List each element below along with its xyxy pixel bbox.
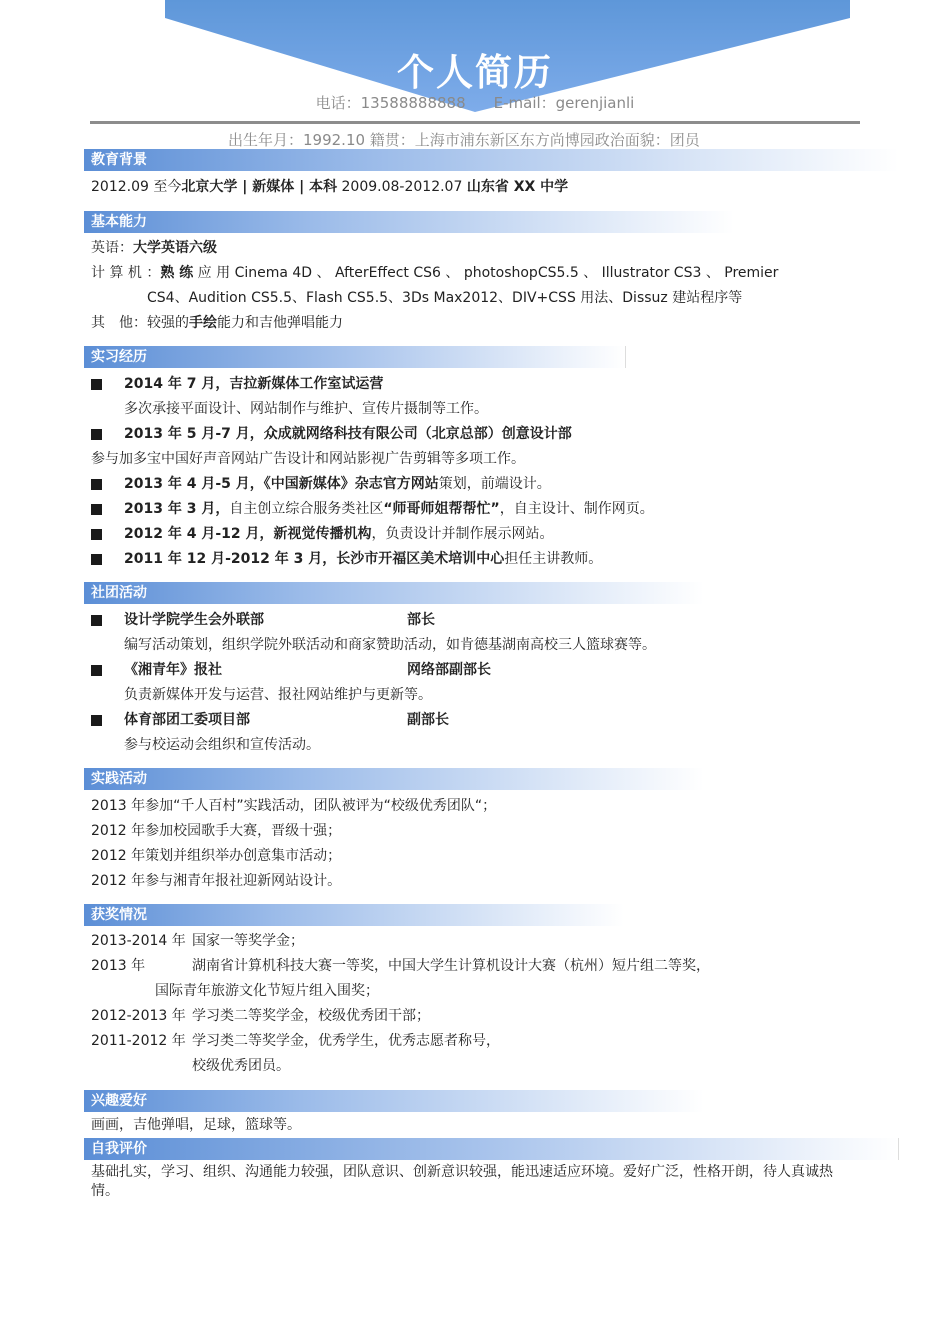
internship-title: 2014 年 7 月，吉拉新媒体工作室试运营 [124, 376, 384, 392]
bullet-square-icon [91, 479, 102, 490]
club-position: 副部长 [407, 712, 449, 728]
bullet-square-icon [91, 379, 102, 390]
section-heading-internship: 实习经历 [84, 346, 626, 368]
club-position: 网络部副部长 [407, 662, 491, 678]
internship-desc: 多次承接平面设计、网站制作与维护、宣传片摄制等工作。 [124, 401, 488, 417]
header-divider [90, 121, 860, 124]
section-heading-self-evaluation: 自我评价 [84, 1138, 899, 1160]
personal-info: 出生年月：1992.10 籍贯：上海市浦东新区东方尚博园政治面貌：团员 [228, 131, 700, 149]
award-year: 2013 年 [91, 958, 146, 974]
internship-title: 2013 年 5 月-7 月，众成就网络科技有限公司（北京总部）创意设计部 [124, 426, 572, 442]
section-heading-skills: 基本能力 [84, 211, 734, 233]
club-desc: 参与校运动会组织和宣传活动。 [124, 737, 320, 753]
practice-item: 2012 年参与湘青年报社迎新网站设计。 [91, 873, 342, 889]
internship-item: 2012 年 4 月-12 月，新视觉传播机构，负责设计并制作展示网站。 [124, 526, 554, 542]
practice-item: 2012 年参加校园歌手大赛，晋级十强； [91, 823, 342, 839]
bullet-square-icon [91, 665, 102, 676]
bullet-square-icon [91, 529, 102, 540]
skill-computer: 计 算 机 ：熟 练 应 用 Cinema 4D 、 AfterEffect CS6 、 photoshopCS5.5 、 Illustrator CS3 、 Premier [91, 265, 779, 281]
practice-item: 2013 年参加“千人百村”实践活动，团队被评为“校级优秀团队“； [91, 798, 497, 814]
bullet-square-icon [91, 554, 102, 565]
self-evaluation-line: 基础扎实，学习、组织、沟通能力较强，团队意识、创新意识较强，能迅速适应环境。爱好广泛，性格开朗，待人真诚热 [91, 1164, 833, 1180]
self-evaluation-line: 情。 [91, 1183, 119, 1199]
bullet-square-icon [91, 504, 102, 515]
award-text: 学习类二等奖学金，校级优秀团干部； [192, 1008, 430, 1024]
internship-item: 2011 年 12 月-2012 年 3 月，长沙市开福区美术培训中心担任主讲教师。 [124, 551, 603, 567]
club-desc: 负责新媒体开发与运营、报社网站维护与更新等。 [124, 687, 432, 703]
contact-line [0, 92, 950, 113]
award-text: 湖南省计算机科技大赛一等奖，中国大学生计算机设计大赛（杭州）短片组二等奖， [192, 958, 710, 974]
club-desc: 编写活动策划，组织学院外联活动和商家赞助活动，如肯德基湖南高校三人篮球赛等。 [124, 637, 656, 653]
email-text: E-mail：gerenjianli [493, 94, 635, 112]
award-year: 2012-2013 年 [91, 1008, 186, 1024]
club-org: 《湘青年》报社 [124, 662, 222, 678]
skill-other: 其 他：较强的手绘能力和吉他弹唱能力 [91, 315, 343, 331]
page-title: 个人简历 [397, 51, 553, 94]
skill-computer-cont: CS4、Audition CS5.5、Flash CS5.5、3Ds Max2012、DIV+CSS 用法、Dissuz 建站程序等 [147, 290, 743, 306]
award-text: 国家一等奖学金； [192, 933, 304, 949]
club-org: 体育部团工委项目部 [124, 712, 250, 728]
award-text: 学习类二等奖学金，优秀学生，优秀志愿者称号， [192, 1033, 500, 1049]
hobbies-text: 画画，吉他弹唱，足球，篮球等。 [91, 1117, 301, 1133]
internship-item: 2013 年 3 月，自主创立综合服务类社区“师哥师姐帮帮忙”，自主设计、制作网页。 [124, 501, 654, 517]
section-heading-practice: 实践活动 [84, 768, 704, 790]
section-heading-clubs: 社团活动 [84, 582, 704, 604]
award-year: 2011-2012 年 [91, 1033, 186, 1049]
section-heading-awards: 获奖情况 [84, 904, 624, 926]
internship-item: 2013 年 4 月-5 月，《中国新媒体》杂志官方网站策划，前端设计。 [124, 476, 551, 492]
bullet-square-icon [91, 615, 102, 626]
section-heading-education: 教育背景 [84, 149, 899, 171]
education-entry: 2012.09 至今北京大学 | 新媒体 | 本科 2009.08-2012.07 山东省 XX 中学 [91, 179, 569, 195]
award-text: 国际青年旅游文化节短片组入围奖； [155, 983, 379, 999]
bullet-square-icon [91, 715, 102, 726]
award-text: 校级优秀团员。 [192, 1058, 290, 1074]
internship-desc: 参与加多宝中国好声音网站广告设计和网站影视广告剪辑等多项工作。 [91, 451, 525, 467]
practice-item: 2012 年策划并组织举办创意集市活动； [91, 848, 342, 864]
phone-text: 电话：13588888888 [315, 94, 466, 112]
skill-english: 英语：大学英语六级 [91, 240, 217, 256]
bullet-square-icon [91, 429, 102, 440]
club-org: 设计学院学生会外联部 [124, 612, 264, 628]
club-position: 部长 [407, 612, 435, 628]
section-heading-hobbies: 兴趣爱好 [84, 1090, 704, 1112]
award-year: 2013-2014 年 [91, 933, 186, 949]
